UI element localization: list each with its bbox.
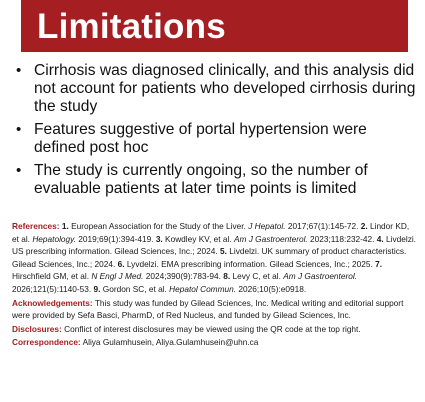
bullet-text: Cirrhosis was diagnosed clinically, and this analysis did not account for patients who developed cirrhosis during the study	[34, 62, 416, 115]
disclosures-label: Disclosures:	[12, 323, 62, 334]
disclosures	[12, 323, 418, 336]
correspondence-label: Correspondence:	[12, 337, 81, 348]
correspondence	[12, 336, 418, 349]
references-label: References:	[12, 221, 60, 231]
reference-1: 1. European Association for the Study of the Liver. J Hepatol. 2017;67(1):145-72.	[61, 221, 359, 231]
list-item	[16, 162, 416, 198]
reference-3: 3. Kowdley KV, et al. Am J Gastroenterol. 2023;118:232-42.	[155, 233, 375, 244]
reference-2: 2. Lindor KD, et al. Hepatology. 2019;69(1):394-419.	[12, 221, 410, 244]
footnotes	[12, 220, 418, 350]
disclosures-text: Conflict of interest disclosures may be viewed using the QR code at the top right.	[64, 323, 361, 334]
reference-5: 5. Livdelzi. UK summary of product characteristics. Gilead Sciences, Inc.; 2024.	[12, 246, 407, 269]
correspondence-text: Aliya Gulamhusein, Aliya.Gulamhusein@uhn.ca	[82, 337, 259, 348]
list-item	[16, 62, 416, 116]
bullet-icon: •	[16, 62, 22, 79]
acknowledgements	[12, 297, 418, 322]
bullet-icon: •	[16, 162, 22, 179]
slide-title: Limitations	[37, 6, 226, 46]
bullet-icon: •	[16, 121, 22, 138]
reference-9: 9. Gordon SC, et al. Hepatol Commun. 2026;10(5):e0918.	[93, 283, 307, 294]
reference-4: 4. Livdelzi. US prescribing information. Gilead Sciences, Inc.; 2024.	[12, 233, 416, 257]
bullet-text: The study is currently ongoing, so the number of evaluable patients at later time points is limited	[34, 162, 368, 197]
title-bar	[21, 0, 408, 52]
acknowledgements-text: This study was funded by Gilead Sciences, Inc. Medical writing and editorial support were provided by Sefa Basci, PharmD, of Red Nucleus, and funded by Gilead Sciences, Inc.	[12, 297, 404, 321]
references	[12, 220, 418, 296]
bullet-text: Features suggestive of portal hypertension were defined post hoc	[34, 121, 367, 156]
limitations-list	[16, 62, 416, 203]
reference-7: 7. Hirschfield GM, et al. N Engl J Med. 2024;390(9):783-94.	[12, 258, 383, 282]
reference-6: 6. Lyvdelzi. EMA prescribing information. Gilead Sciences, Inc.; 2025.	[117, 258, 373, 269]
list-item	[16, 121, 416, 157]
reference-8: 8. Levy C, et al. Am J Gastroenterol. 2026;121(5):1140-53.	[12, 271, 357, 294]
acknowledgements-label: Acknowledgements:	[12, 297, 93, 308]
